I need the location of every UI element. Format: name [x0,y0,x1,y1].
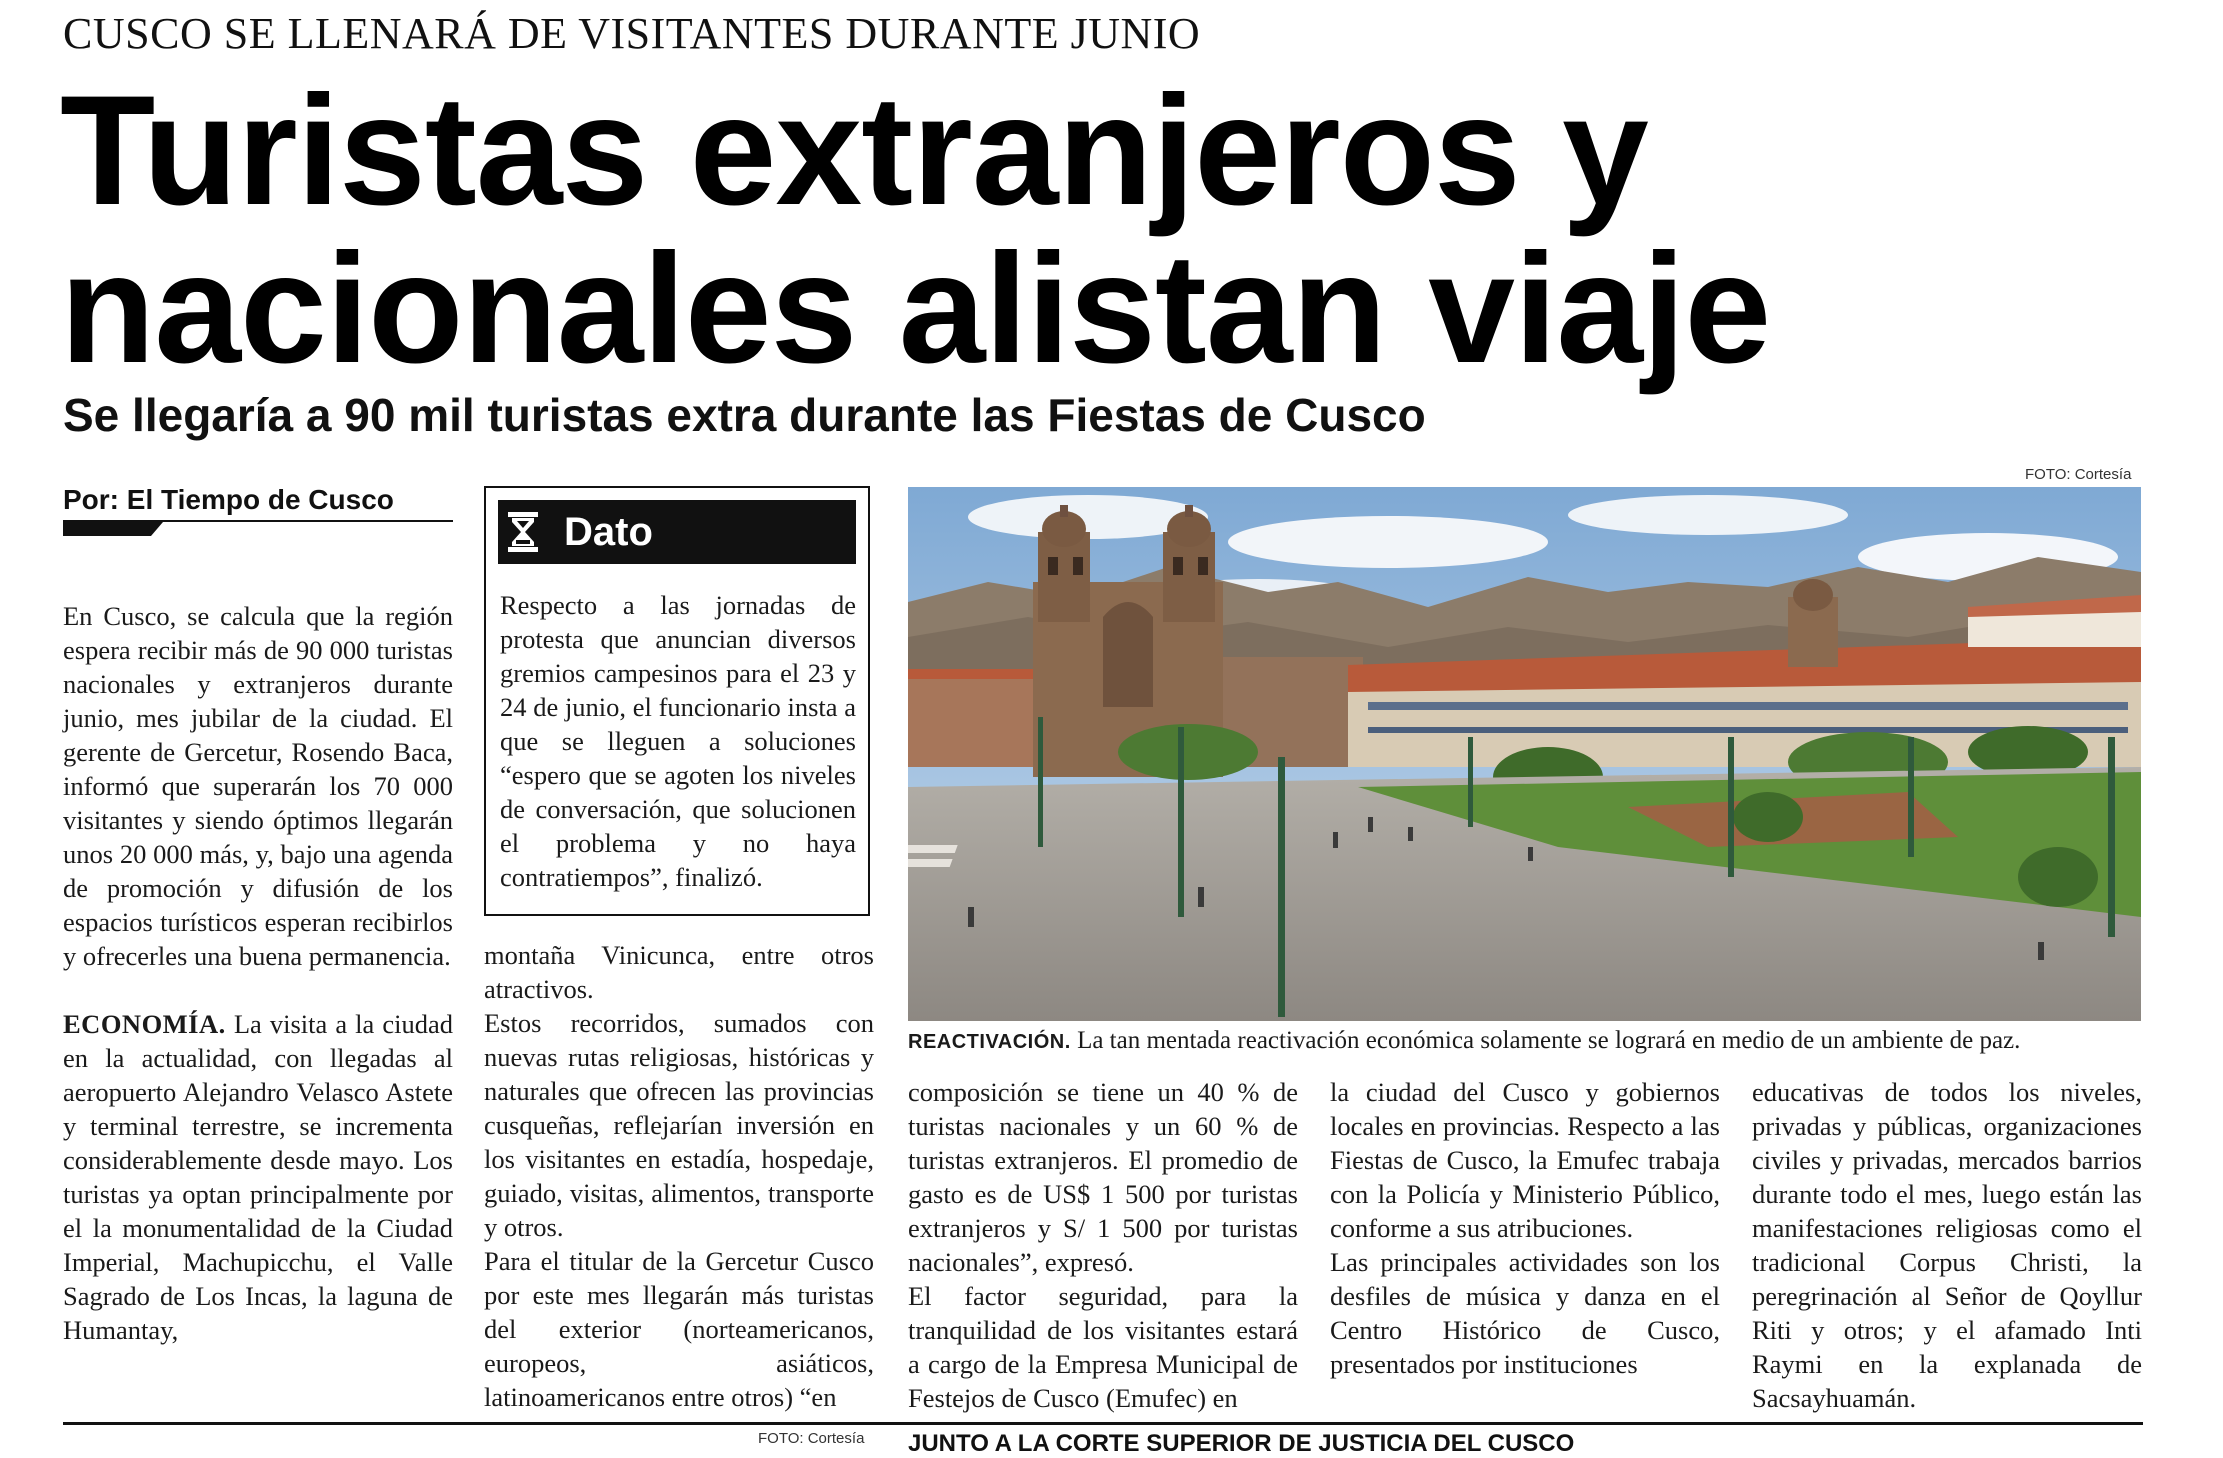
hourglass-icon [498,500,548,564]
column-4 [1330,1075,1720,1381]
col1-paragraph-2-text: La visita a la ciudad en la actualidad, con llegadas al aeropuerto Alejandro Velasco Astete y terminal terrestre, se incrementa considerablemente desde mayo. Los turistas ya optan principalmente por el la monumentalidad de la Ciudad Imperial, Machupicchu, el Valle Sagrado de Los Incas, la laguna de Humantay, [63,1009,454,1345]
article-headline [60,64,1960,396]
article-kicker: CUSCO SE LLENARÁ DE VISITANTES DURANTE JUNIO [63,9,1201,58]
headline-line-2: nacionales alistan viaje [60,222,1771,396]
byline-bar [63,522,163,536]
col3-paragraph-1: composición se tiene un 40 % de turistas nacionales y un 60 % de turistas extranjeros. El promedio de gasto es de US$ 1 500 por turistas extranjeros y S/ 1 500 por turistas nacionales”, expresó. [908,1077,1298,1277]
column-5 [1752,1075,2142,1415]
col1-paragraph-2 [63,1007,453,1347]
col4-paragraph-1: la ciudad del Cusco y gobiernos locales en provincias. Respecto a las Fiestas de Cusco, la Emufec trabaja con la Policía y Ministerio Público, conforme a sus atribuciones. [1330,1077,1720,1243]
next-article-kicker: JUNTO A LA CORTE SUPERIOR DE JUSTICIA DEL CUSCO [908,1430,1575,1457]
byline: Por: El Tiempo de Cusco [63,484,394,515]
col1-paragraph-1: En Cusco, se calcula que la región espera recibir más de 90 000 turistas nacionales y extranjeros durante junio, mes jubilar de la ciudad. El gerente de Gercetur, Rosendo Baca, informó que superarán los 70 000 visitantes y siendo óptimos llegarán unos 20 000 más, y, bajo una agenda de promoción y difusión de los espacios turísticos esperan recibirlos y ofrecerles una buena permanencia. [63,601,453,971]
headline-line-1: Turistas extranjeros y [60,64,1648,238]
byline-rule [63,520,453,522]
column-1 [63,599,453,1347]
col2-paragraph-3: Para el titular de la Gercetur Cusco por este mes llegarán más turistas del exterior (norteamericanos, europeos, asiáticos, latinoamericanos entre otros) “en [484,1246,874,1412]
bottom-rule [63,1422,2143,1425]
dato-title: Dato [564,509,653,554]
plaza-photo [908,487,2141,1021]
col3-paragraph-2: El factor seguridad, para la tranquilidad de los visitantes estará a cargo de la Empresa Municipal de Festejos de Cusco (Emufec) en [908,1281,1298,1413]
photo-credit: FOTO: Cortesía [2025,466,2132,483]
dato-header [498,500,856,564]
economia-lead-in: ECONOMÍA. [63,1009,226,1039]
dato-text: Respecto a las jornadas de protesta que anuncian diversos gremios campesinos para el 23 y 24 de junio, el funcionario insta a que se lleguen a soluciones “espero que se agoten los niveles de conversación, que solucionen el problema y no haya contratiempos”, finalizó. [500,590,856,892]
caption-text: La tan mentada reactivación económica solamente se logrará en medio de un ambiente de paz. [1077,1027,2021,1054]
col2-paragraph-1: montaña Vinicunca, entre otros atractivos. [484,940,874,1004]
column-3 [908,1075,1298,1415]
col5-paragraph-1: educativas de todos los niveles, privadas y públicas, organizaciones civiles y privadas, mercados barrios durante todo el mes, luego están las manifestaciones religiosas como el tradicional Corpus Christi, la peregrinación al Señor de Qoyllur Riti y otros; y el afamado Inti Raymi en la explanada de Sacsayhuamán. [1752,1077,2142,1413]
article-subhead: Se llegaría a 90 mil turistas extra durante las Fiestas de Cusco [63,389,1426,441]
photo-caption [908,1027,2020,1055]
bottom-photo-credit: FOTO: Cortesía [758,1430,865,1447]
col4-paragraph-2: Las principales actividades son los desfiles de música y danza en el Centro Histórico de Cusco, presentados por instituciones [1330,1247,1720,1379]
dato-box [484,486,870,916]
caption-label: REACTIVACIÓN. [908,1031,1071,1053]
col2-paragraph-2: Estos recorridos, sumados con nuevas rutas religiosas, históricas y naturales que ofrecen las provincias cusqueñas, reflejarían inversión en los visitantes en estadía, hospedaje, guiado, visitas, alimentos, transporte y otros. [484,1008,874,1242]
column-2 [484,938,874,1414]
